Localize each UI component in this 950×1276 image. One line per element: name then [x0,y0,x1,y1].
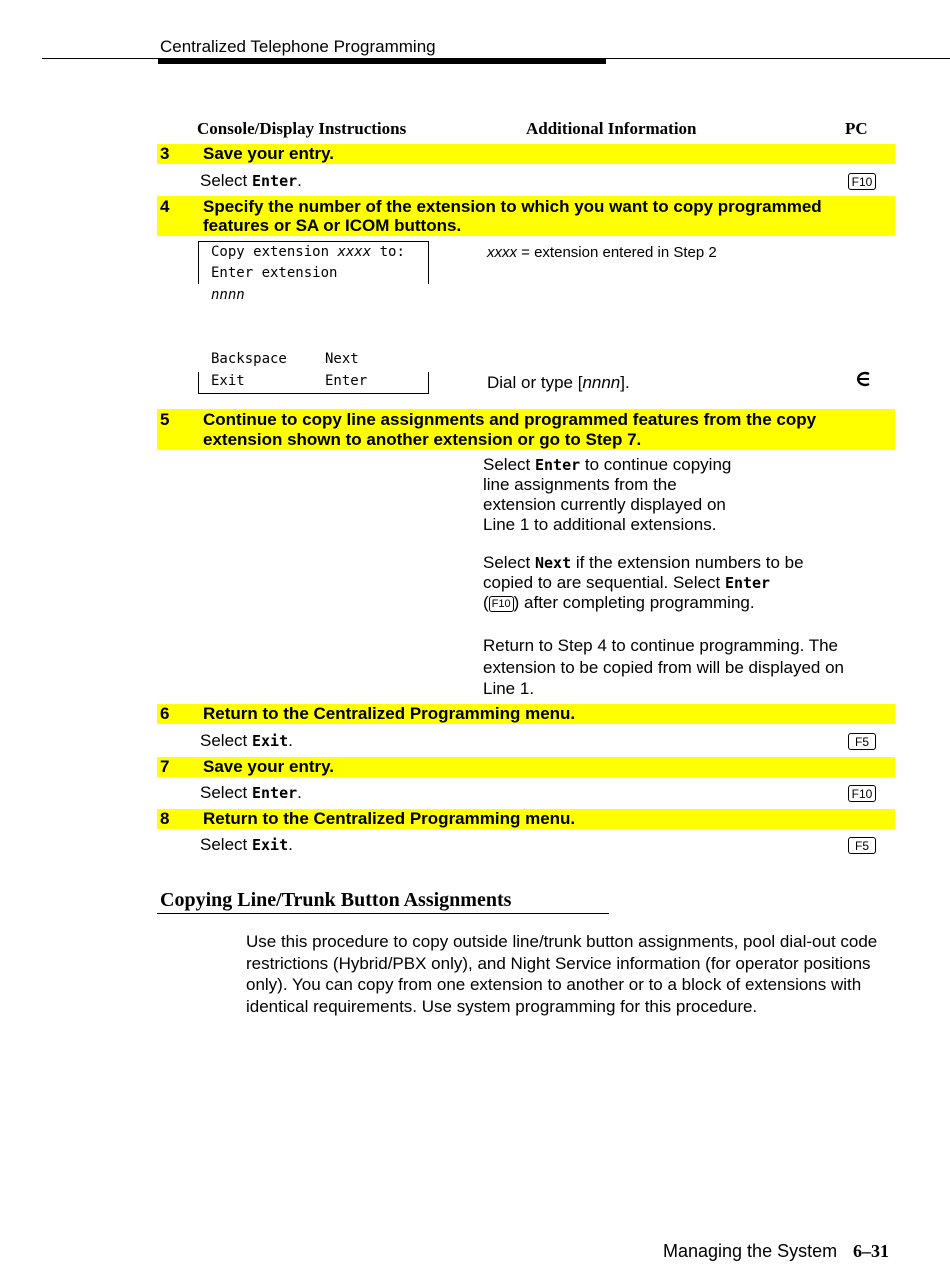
display-screen [198,241,429,394]
exit-keyword: Exit [251,836,289,854]
info-paragraph-next: Select Next if the extension numbers to be copied to are sequential. Select Enter ( F10 ) after completing programming. [483,553,804,612]
footer-chapter: Managing the System [663,1241,838,1261]
page-number: 6–31 [853,1241,889,1261]
step-title: Return to the Centralized Programming menu. [203,704,576,723]
f10-key-icon: F10 [848,173,876,190]
f5-key-icon: F5 [848,837,876,854]
column-heading-console: Console/Display Instructions [197,119,407,138]
section-heading: Copying Line/Trunk Button Assignments [160,889,512,911]
select-instruction: Select Exit. [200,835,293,854]
step-title-line2: extension shown to another extension or go to Step 7. [203,430,642,449]
screen-line-1: Copy extension xxxx to: [211,244,405,260]
select-instruction: Select Exit. [200,731,293,750]
dial-pad-icon [854,371,872,387]
f5-key-icon: F5 [848,733,876,750]
step-title: Return to the Centralized Programming menu. [203,809,576,828]
step-title-line1: Specify the number of the extension to which you want to copy programmed [203,197,822,216]
f10-key-icon: F10 [489,596,514,612]
select-instruction: Select Enter. [200,171,302,190]
step-title: Save your entry. [203,757,335,776]
select-instruction: Select Enter. [200,783,302,802]
info-paragraph-continue: Select Enter to continue copying line assignments from the extension currently displayed on Line 1 to additional extensions. [483,455,732,534]
step-title-line2: features or SA or ICOM buttons. [203,216,462,235]
column-heading-additional: Additional Information [526,119,697,138]
screen-exit-option[interactable]: Exit [211,373,245,389]
section-rule [157,913,609,914]
step-number: 8 [160,809,170,828]
step-title-line1: Continue to copy line assignments and programmed features from the copy [203,410,817,429]
variable-note: xxxx = extension entered in Step 2 [487,244,717,261]
step-number: 6 [160,704,170,723]
screen-line-2: Enter extension [211,265,338,281]
running-header: Centralized Telephone Programming [160,37,436,56]
step-number: 4 [160,197,170,216]
exit-keyword: Exit [251,732,289,750]
screen-backspace-option[interactable]: Backspace [211,351,287,367]
section-paragraph: Use this procedure to copy outside line/trunk button assignments, pool dial-out code restrictions (Hybrid/PBX only), and Night Service information (for operator positions only). You can copy from one extension to another or to a block of extensions with identical requirements. Use system programming for this procedure. [246,932,878,1016]
dial-instruction: Dial or type [nnnn]. [487,373,630,392]
screen-next-option[interactable]: Next [325,351,359,367]
step-number: 7 [160,757,170,776]
header-bar [158,58,606,64]
enter-keyword: Enter [251,784,298,802]
info-paragraph-return: Return to Step 4 to continue programming. The extension to be copied from will be displayed on Line 1. [483,636,844,698]
f10-key-icon: F10 [848,785,876,802]
step-number: 5 [160,410,170,429]
screen-enter-option[interactable]: Enter [325,373,368,389]
enter-keyword: Enter [251,172,298,190]
step-title: Save your entry. [203,144,335,163]
screen-line-3: nnnn [211,287,245,303]
column-heading-pc: PC [845,119,868,138]
step-number: 3 [160,144,170,163]
